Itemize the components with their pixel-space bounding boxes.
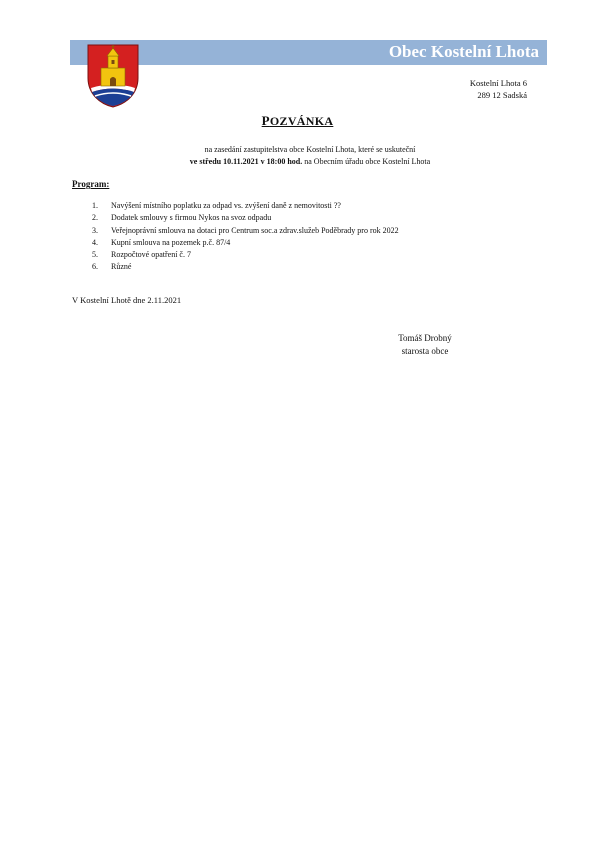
agenda-item-number: 4. bbox=[92, 237, 98, 247]
agenda-item-number: 6. bbox=[92, 262, 98, 272]
agenda-item bbox=[92, 249, 399, 261]
address-line: Kostelní Lhota 6 bbox=[469, 78, 527, 88]
agenda-item-text: Navýšení místního poplatku za odpad vs. zvýšení daně z nemovitosti ?? bbox=[111, 201, 341, 210]
signature-block bbox=[380, 332, 470, 357]
document-title bbox=[0, 113, 595, 129]
agenda-item-text: Různé bbox=[111, 262, 132, 272]
agenda-item-text: Veřejnoprávní smlouva na dotaci pro Centrum soc.a zdrav.služeb Poděbrady pro rok 2022 bbox=[111, 225, 399, 235]
intro-line: na zasedání zastupitelstva obce Kostelní Lhota, které se uskuteční bbox=[204, 145, 416, 154]
address-line: 289 12 Sadská bbox=[477, 90, 527, 100]
agenda-item-text: Dodatek smlouvy s firmou Nykos na svoz odpadu bbox=[111, 213, 272, 223]
agenda-item-text: Rozpočtové opatření č. 7 bbox=[111, 250, 191, 260]
agenda-item-text: Kupní smlouva na pozemek p.č. 87/4 bbox=[111, 237, 231, 247]
agenda-item-number: 5. bbox=[92, 250, 98, 260]
header-bar bbox=[70, 40, 547, 65]
agenda-item bbox=[92, 200, 399, 212]
document-title-initial: P bbox=[261, 113, 270, 128]
document-title-rest: OZVÁNKA bbox=[269, 114, 334, 128]
meeting-place: na Obecním úřadu obce Kostelní Lhota bbox=[302, 157, 431, 166]
agenda-item bbox=[92, 212, 399, 224]
meeting-datetime: ve středu 10.11.2021 v 18:00 hod. bbox=[189, 157, 303, 166]
agenda-item-number: 3. bbox=[92, 225, 98, 235]
coat-of-arms-icon bbox=[86, 44, 140, 108]
agenda-item bbox=[92, 225, 399, 237]
place-and-date: V Kostelní Lhotě dne 2.11.2021 bbox=[72, 295, 182, 305]
agenda-list bbox=[92, 200, 399, 274]
municipality-title: Obec Kostelní Lhota bbox=[388, 42, 539, 61]
agenda-item bbox=[92, 237, 399, 249]
agenda-item-number: 1. bbox=[92, 201, 98, 210]
agenda-item-number: 2. bbox=[92, 213, 98, 223]
signatory-role: starosta obce bbox=[401, 345, 449, 356]
intro-line bbox=[0, 156, 595, 168]
signatory-name: Tomáš Drobný bbox=[398, 333, 452, 343]
program-heading: Program: bbox=[72, 179, 110, 189]
invitation-intro bbox=[0, 144, 595, 168]
agenda-item bbox=[92, 261, 399, 273]
address-block bbox=[470, 77, 527, 101]
